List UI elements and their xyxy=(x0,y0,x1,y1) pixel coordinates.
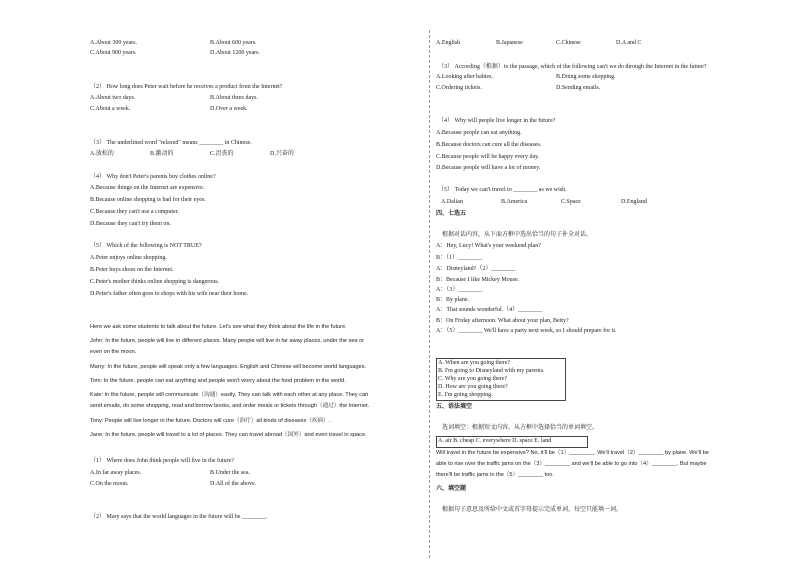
option-d: D.Sending emails. xyxy=(556,85,601,91)
option-d: D.兴奋的 xyxy=(270,151,294,157)
passage-line: Jane: In the future, people will travel to a lot of places. They can travel abroad（国外）and even travel in space. xyxy=(90,432,367,438)
column-divider xyxy=(429,30,430,558)
section-title: 五、语法填空 xyxy=(436,404,473,410)
section-title: 六、填空题 xyxy=(436,486,467,492)
box-option: E. I'm going shopping. xyxy=(438,392,493,398)
question-stem: （4） Why will people live longer in the future? xyxy=(438,118,556,124)
question-stem: （4） Why don't Peter's parents buy clothes online? xyxy=(90,174,216,180)
box-option: C. Why are you going there? xyxy=(438,376,508,382)
passage-line: Kate: In the future, people will communicate（沟通）easily. They can talk with each other at any place. They can xyxy=(90,392,369,398)
passage-line: even on the moon. xyxy=(90,349,137,355)
option-c: C.Peter's mother thinks online shopping is dangerous. xyxy=(90,279,220,285)
passage-line: send emails, do some shopping, read and borrow books, and order meals or tickets through（通过）the Internet. xyxy=(90,403,370,409)
option-a: A.Because people can eat anything. xyxy=(436,130,522,136)
option-d: D.England xyxy=(621,199,647,205)
passage-line: Tom: In the future, people can eat anything and people won't worry about the food problem in the world. xyxy=(90,378,346,384)
question-stem: （2） Mary says that the world languages in the future will be ________. xyxy=(90,514,268,520)
question-stem: （5） Today we can't travel to ________ as we wish. xyxy=(438,187,567,193)
dialogue-line: A：（3）________ xyxy=(436,287,483,293)
box-option: A. When are you going there? xyxy=(438,360,511,366)
option-c: C.Ordering tickets. xyxy=(436,85,482,91)
question-stem: （3） The underlined word "relaxed" means ________ in Chinese. xyxy=(90,140,252,146)
passage-line: Will travel in the future be expensive? No, it'll be（1）________. We'll travel（2）________ by plane. We'll be xyxy=(436,450,709,456)
option-a: A.English xyxy=(436,40,461,46)
option-d: D.A and C xyxy=(616,40,642,46)
option-a: A.Dalian xyxy=(441,199,463,205)
word-bank: A. air B. cheap C. everywhere D. space E. land xyxy=(438,438,552,444)
option-a: A.About two days. xyxy=(90,95,136,101)
section-instructions: 根据句子意思及所给中文或首字母提示完成单词，每空只能填一词。 xyxy=(442,507,623,513)
passage-line: Tony: People will live longer in the future. Doctors will cure（治疗）all kinds of diseases（疾病）. xyxy=(90,418,331,424)
dialogue-line: B：（1）________ xyxy=(436,255,483,261)
dialogue-line: B：By plane. xyxy=(436,297,469,303)
dialogue-line: A：（5）________ We'll have a party next week, so I should prepare for it. xyxy=(436,328,617,334)
option-d: D.Because they can't try them on. xyxy=(90,221,171,227)
option-b: B.America xyxy=(501,199,528,205)
option-d: D.Over a week. xyxy=(210,106,248,112)
question-stem: （3） According（根据）to the passage, which of the following can't we do through the Internet in the future? xyxy=(438,64,707,70)
dialogue-line: A：Disneyland?（2）________ xyxy=(436,266,516,272)
option-c: C.Because people will be happy every day. xyxy=(436,154,540,160)
dialogue-line: A：Hey, Lucy! What's your weekend plan? xyxy=(436,243,541,249)
question-stem: （5） Which of the following is NOT TRUE? xyxy=(90,243,202,249)
dialogue-line: B：On Friday afternoon. What about your plan, Betty? xyxy=(436,318,569,324)
question-stem: （1） Where does John think people will live in the future? xyxy=(90,458,234,464)
option-a: A.About 300 years. xyxy=(90,40,137,46)
option-a: A.In far away places. xyxy=(90,470,142,476)
option-a: A.Peter enjoys online shopping. xyxy=(90,255,167,261)
option-a: A.Looking after babies. xyxy=(436,74,493,80)
option-b: B.Doing some shopping. xyxy=(556,74,616,80)
option-c: C.About a week. xyxy=(90,106,131,112)
box-option: D. How are you going there? xyxy=(438,384,508,390)
option-b: B.Peter buys shoes on the Internet. xyxy=(90,267,174,273)
question-stem: （2） How long does Peter wait before he receives a product from the Internet? xyxy=(90,84,283,90)
option-c: C.Space xyxy=(561,199,581,205)
passage-line: John: In the future, people will live in different places. Many people will live in far away places, under the sea or xyxy=(90,338,365,344)
option-a: A.放松的 xyxy=(90,151,114,157)
option-b: B.Under the sea. xyxy=(210,470,250,476)
option-d: D.All of the above. xyxy=(210,481,257,487)
passage-line: able to rise over the traffic jams on the（3）________ and we'll be able to go into（4）________. But maybe xyxy=(436,461,707,467)
section-instructions: 选词填空：根据短文内容，从方框中选择恰当的单词填空。 xyxy=(442,425,599,431)
option-b: B.Because online shopping is bad for their eyes. xyxy=(90,197,206,203)
option-c: C.About 900 years. xyxy=(90,50,137,56)
option-b: B.Because doctors can cure all the diseases. xyxy=(436,142,542,148)
passage-intro: Here we ask some students to talk about the future. Let's see what they think about the life in the future. xyxy=(90,324,347,330)
option-d: D.Peter's father often goes to shops with his wife near their home. xyxy=(90,291,249,297)
section-instructions: 根据对话内容，从下面方框中选出恰当的句子补全对话。 xyxy=(442,232,593,238)
option-b: B.Japanese xyxy=(496,40,523,46)
box-option: B. I'm going to Disneyland with my parents. xyxy=(438,368,545,374)
option-a: A.Because things on the Internet are expensive. xyxy=(90,185,205,191)
option-c: C.Chinese xyxy=(556,40,581,46)
section-title: 四、七选五 xyxy=(436,211,467,217)
option-d: D.Because people will have a lot of money. xyxy=(436,165,541,171)
option-d: D.About 1200 years. xyxy=(210,50,260,56)
option-b: B.激动的 xyxy=(150,151,174,157)
option-c: C.On the moon. xyxy=(90,481,129,487)
dialogue-line: A：That sounds wonderful.（4）________ xyxy=(436,307,543,313)
option-b: B.About 600 years. xyxy=(210,40,257,46)
option-b: B.About three days. xyxy=(210,95,258,101)
dialogue-line: B：Because I like Mickey Mouse. xyxy=(436,277,520,283)
option-c: C.沮丧的 xyxy=(210,151,234,157)
option-c: C.Because they can't use a computer. xyxy=(90,209,179,215)
passage-line: Marry: In the future, people will speak only a few languages. English and Chinese will become world languages. xyxy=(90,364,367,370)
passage-line: there'll be traffic jams in the（5）________ too. xyxy=(436,472,554,478)
